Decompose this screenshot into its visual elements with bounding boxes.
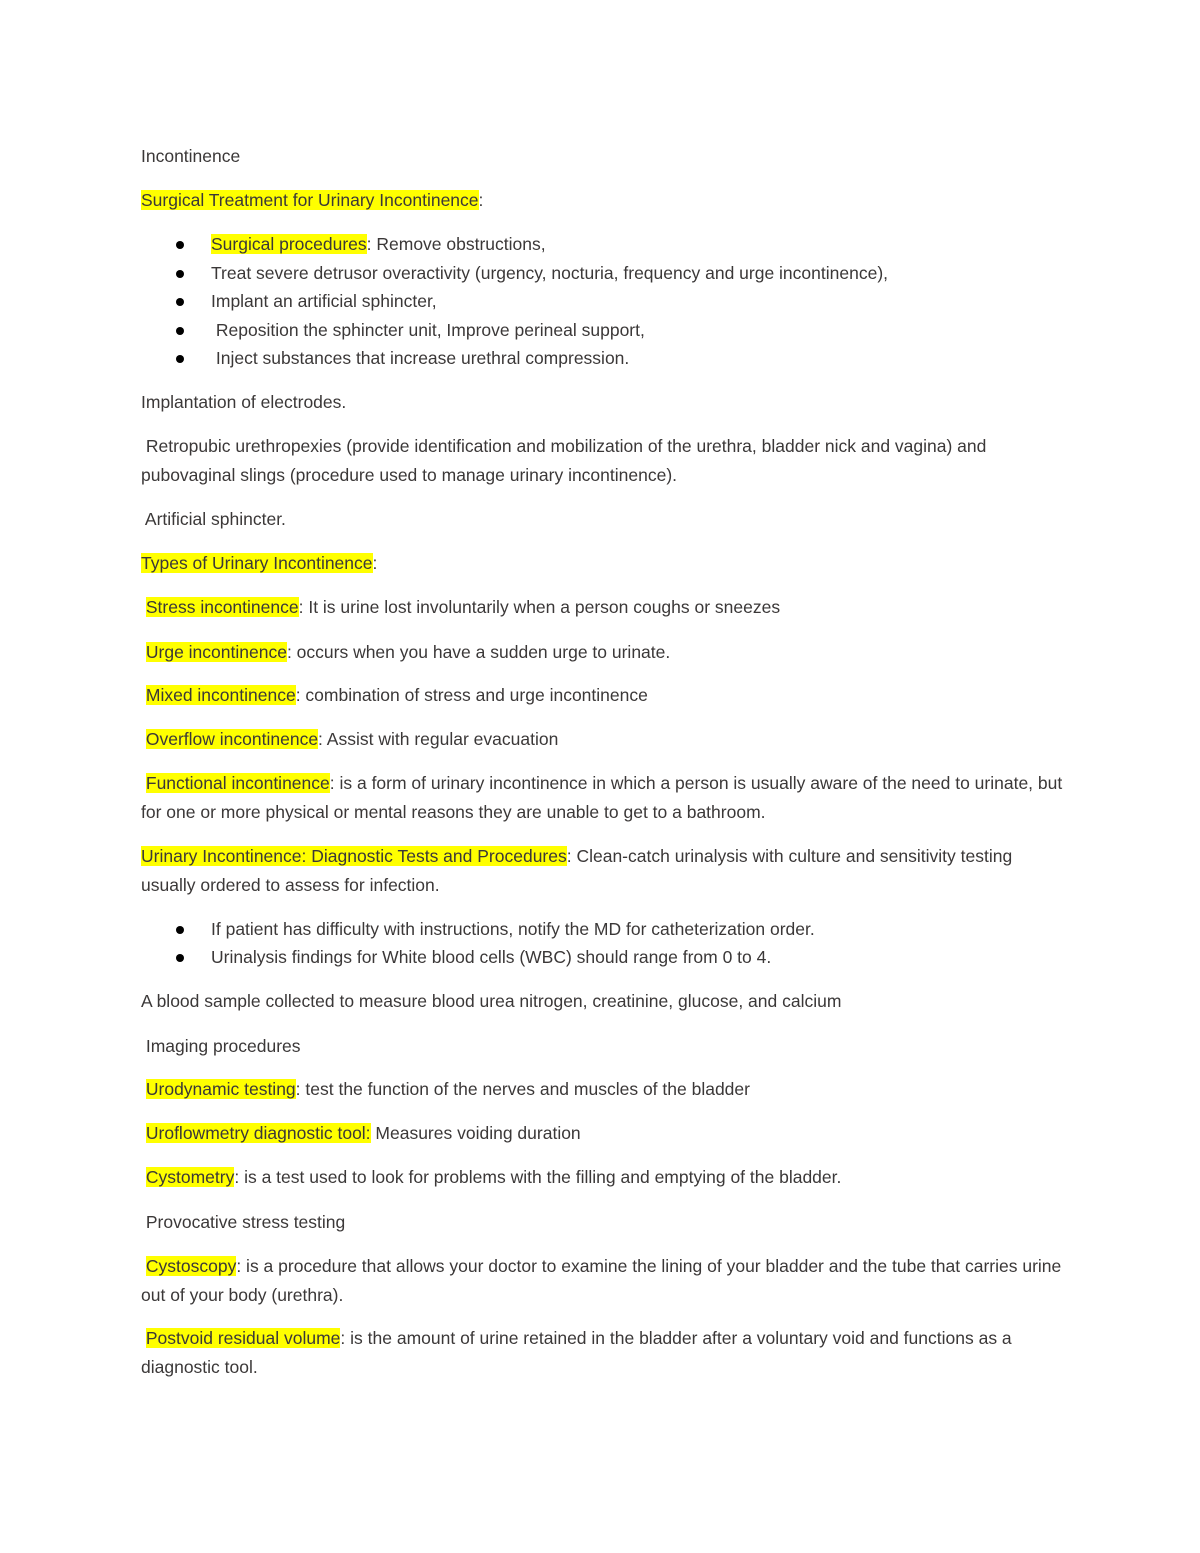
bullet-icon bbox=[176, 327, 184, 335]
test-item-cystoscopy bbox=[141, 1252, 1071, 1310]
type-text: : It is urine lost involuntarily when a person coughs or sneezes bbox=[298, 597, 781, 617]
type-item-overflow bbox=[141, 725, 1071, 754]
highlight: Uroflowmetry diagnostic tool: bbox=[145, 1123, 371, 1143]
highlight: Surgical procedures bbox=[211, 234, 367, 254]
diagnostic-text: : Clean-catch urinalysis with culture and sensitivity testing usually ordered to assess for infection. bbox=[141, 846, 1013, 895]
list-item-text: Urinalysis findings for White blood cells (WBC) should range from 0 to 4. bbox=[211, 947, 772, 967]
test-text: : test the function of the nerves and muscles of the bladder bbox=[295, 1079, 750, 1099]
highlight: Surgical Treatment for Urinary Incontinence bbox=[141, 190, 479, 210]
heading-suffix: : bbox=[372, 553, 378, 573]
type-text: : Assist with regular evacuation bbox=[318, 729, 559, 749]
highlight: Urodynamic testing bbox=[145, 1079, 296, 1099]
blood-sample-text: A blood sample collected to measure blood urea nitrogen, creatinine, glucose, and calcium bbox=[141, 991, 842, 1011]
highlight: Overflow incontinence bbox=[145, 729, 319, 749]
bullet-icon bbox=[176, 298, 184, 306]
highlight: Stress incontinence bbox=[145, 597, 299, 617]
bullet-icon bbox=[176, 355, 184, 363]
type-text: : combination of stress and urge incontinence bbox=[295, 685, 648, 705]
list-item-text: Inject substances that increase urethral compression. bbox=[211, 348, 630, 368]
bullet-icon bbox=[176, 954, 184, 962]
test-text: : is the amount of urine retained in the bladder after a voluntary void and functions as a diagnostic tool. bbox=[141, 1328, 1012, 1377]
type-item-mixed bbox=[141, 681, 1071, 710]
provocative-text: Provocative stress testing bbox=[141, 1212, 346, 1232]
type-item-urge bbox=[141, 638, 1071, 667]
list-item-text: Treat severe detrusor overactivity (urgency, nocturia, frequency and urge incontinence), bbox=[211, 263, 889, 283]
type-item-stress bbox=[141, 593, 1071, 622]
test-text: Measures voiding duration bbox=[370, 1123, 581, 1143]
test-item-uroflowmetry bbox=[141, 1119, 1071, 1148]
list-item-text: Reposition the sphincter unit, Improve perineal support, bbox=[211, 320, 645, 340]
highlight: Functional incontinence bbox=[145, 773, 330, 793]
diagnostic-heading bbox=[141, 842, 1071, 900]
retropubic-text: Retropubic urethropexies (provide identification and mobilization of the urethra, bladder nick and vagina) and pubovaginal slings (procedure used to manage urinary incontinence). bbox=[141, 436, 992, 485]
test-item-cystometry bbox=[141, 1163, 1071, 1192]
imaging-text: Imaging procedures bbox=[141, 1036, 301, 1056]
test-text: : is a test used to look for problems with the filling and emptying of the bladder. bbox=[234, 1167, 842, 1187]
document-title: Incontinence bbox=[141, 146, 241, 166]
surgical-heading bbox=[141, 186, 1071, 215]
bullet-icon bbox=[176, 241, 184, 249]
artificial-text: Artificial sphincter. bbox=[141, 509, 286, 529]
list-item-text: : Remove obstructions, bbox=[366, 234, 546, 254]
implantation-text: Implantation of electrodes. bbox=[141, 392, 347, 412]
types-heading bbox=[141, 549, 1071, 578]
highlight: Urge incontinence bbox=[145, 642, 287, 662]
highlight: Cystoscopy bbox=[145, 1256, 237, 1276]
test-item-postvoid bbox=[141, 1324, 1071, 1382]
highlight: Types of Urinary Incontinence bbox=[141, 553, 373, 573]
type-text: : occurs when you have a sudden urge to urinate. bbox=[286, 642, 671, 662]
highlight: Mixed incontinence bbox=[145, 685, 296, 705]
highlight: Cystometry bbox=[145, 1167, 235, 1187]
bullet-icon bbox=[176, 270, 184, 278]
list-item-text: If patient has difficulty with instructions, notify the MD for catheterization order. bbox=[211, 919, 815, 939]
test-text: : is a procedure that allows your doctor to examine the lining of your bladder and the tube that carries urine out of your body (urethra). bbox=[141, 1256, 1062, 1305]
test-item-urodynamic bbox=[141, 1075, 1071, 1104]
list-item-text: Implant an artificial sphincter, bbox=[211, 291, 437, 311]
highlight: Urinary Incontinence: Diagnostic Tests and Procedures bbox=[141, 846, 567, 866]
type-item-functional bbox=[141, 769, 1071, 827]
type-text: : is a form of urinary incontinence in which a person is usually aware of the need to urinate, but for one or more physical or mental reasons they are unable to get to a bathroom. bbox=[141, 773, 1063, 822]
bullet-icon bbox=[176, 926, 184, 934]
heading-suffix: : bbox=[478, 190, 484, 210]
highlight: Postvoid residual volume bbox=[145, 1328, 341, 1348]
